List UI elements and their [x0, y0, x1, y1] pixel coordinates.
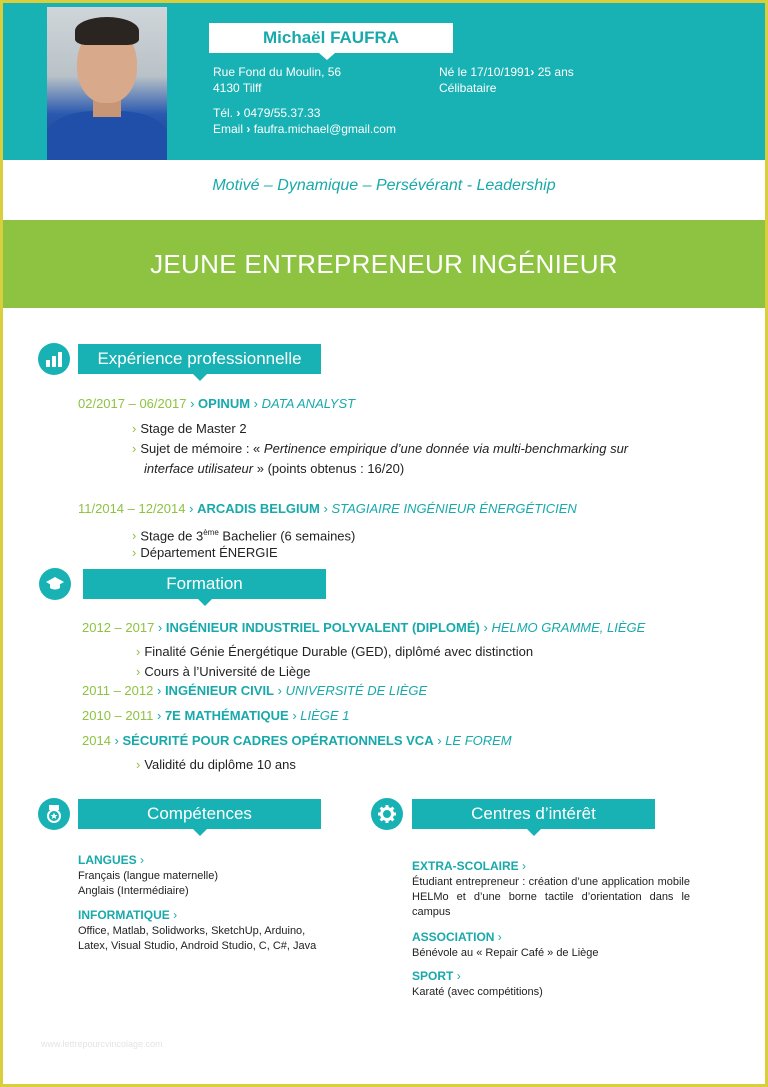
email-address[interactable]: faufra.michael@gmail.com — [253, 122, 396, 136]
header-band — [3, 3, 765, 160]
title-band — [3, 220, 765, 308]
phone-line: Tél. › 0479/55.37.33 — [213, 106, 321, 120]
medal-icon — [38, 798, 70, 830]
list-item: › Stage de Master 2 — [132, 421, 247, 436]
profile-photo — [47, 7, 167, 160]
interests-heading: Centres d’intérêt — [412, 799, 655, 829]
experience-item: 02/2017 – 06/2017 › OPINUM › DATA ANALYST — [78, 396, 356, 411]
formation-heading: Formation — [83, 569, 326, 599]
candidate-name: Michaël FAUFRA — [262, 28, 400, 47]
phone-number: 0479/55.37.33 — [243, 106, 321, 120]
chart-icon — [38, 343, 70, 375]
list-item: › Département ÉNERGIE — [132, 545, 278, 560]
name-box — [209, 23, 453, 53]
it-skills-1: Office, Matlab, Solidworks, SketchUp, Arduino, — [78, 925, 306, 937]
experience-heading: Expérience professionnelle — [78, 344, 321, 374]
personal-info — [439, 64, 574, 96]
languages-label: LANGUES › — [78, 853, 145, 867]
address-city: 4130 Tilff — [213, 81, 262, 95]
sport-label: SPORT › — [412, 969, 461, 983]
formation-item: 2012 – 2017 › INGÉNIEUR INDUSTRIEL POLYVALENT (DIPLOMÉ) › HELMO GRAMME, LIÈGE — [82, 620, 646, 635]
it-label: INFORMATIQUE › — [78, 908, 178, 922]
extra-label: EXTRA-SCOLAIRE › — [412, 859, 527, 873]
language-1: Français (langue maternelle) — [78, 870, 219, 882]
watermark: www.lettrepourcvincolage.com — [41, 1039, 163, 1049]
motto: Motivé – Dynamique – Persévérant - Leadership — [212, 177, 556, 194]
association-text: Bénévole au « Repair Café » de Liège — [412, 947, 599, 959]
formation-item: 2011 – 2012 › INGÉNIEUR CIVIL › UNIVERSITÉ DE LIÈGE — [82, 683, 428, 698]
extra-text: Étudiant entrepreneur : création d’une application mobile HELMo et d’une borne tactile d’orientation dans le campus — [412, 876, 690, 918]
email-line: Email › faufra.michael@gmail.com — [213, 122, 396, 136]
address — [213, 64, 341, 96]
formation-item: 2010 – 2011 › 7E MATHÉMATIQUE › LIÈGE 1 — [82, 708, 350, 723]
list-item: › Finalité Génie Énergétique Durable (GED), diplômé avec distinction — [136, 644, 534, 659]
list-item: › Stage de 3ème Bachelier (6 semaines) — [132, 528, 356, 544]
list-item: › Sujet de mémoire : « Pertinence empirique d’une donnée via multi-benchmarking sur interface utilisateur » (points obtenus : 16/20) — [132, 441, 629, 476]
experience-item: 11/2014 – 12/2014 › ARCADIS BELGIUM › STAGIAIRE INGÉNIEUR ÉNERGÉTICIEN — [78, 501, 577, 516]
formation-item: 2014 › SÉCURITÉ POUR CADRES OPÉRATIONNELS VCA › LE FOREM — [82, 733, 512, 748]
list-item: › Validité du diplôme 10 ans — [136, 757, 296, 772]
contact — [213, 105, 396, 137]
list-item: › Cours à l’Université de Liège — [136, 664, 311, 679]
job-title: JEUNE ENTREPRENEUR INGÉNIEUR — [150, 249, 618, 279]
association-label: ASSOCIATION › — [412, 930, 502, 944]
language-2: Anglais (Intermédiaire) — [78, 885, 189, 897]
it-skills-2: Latex, Visual Studio, Android Studio, C, C#, Java — [78, 940, 317, 952]
competences-heading: Compétences — [78, 799, 321, 829]
address-street: Rue Fond du Moulin, 56 — [213, 65, 342, 79]
graduation-cap-icon — [39, 568, 71, 600]
sport-text: Karaté (avec compétitions) — [412, 986, 543, 998]
birth-line: Né le 17/10/1991› 25 ans — [439, 65, 574, 79]
marital-status: Célibataire — [439, 81, 497, 95]
gear-icon — [371, 798, 403, 830]
